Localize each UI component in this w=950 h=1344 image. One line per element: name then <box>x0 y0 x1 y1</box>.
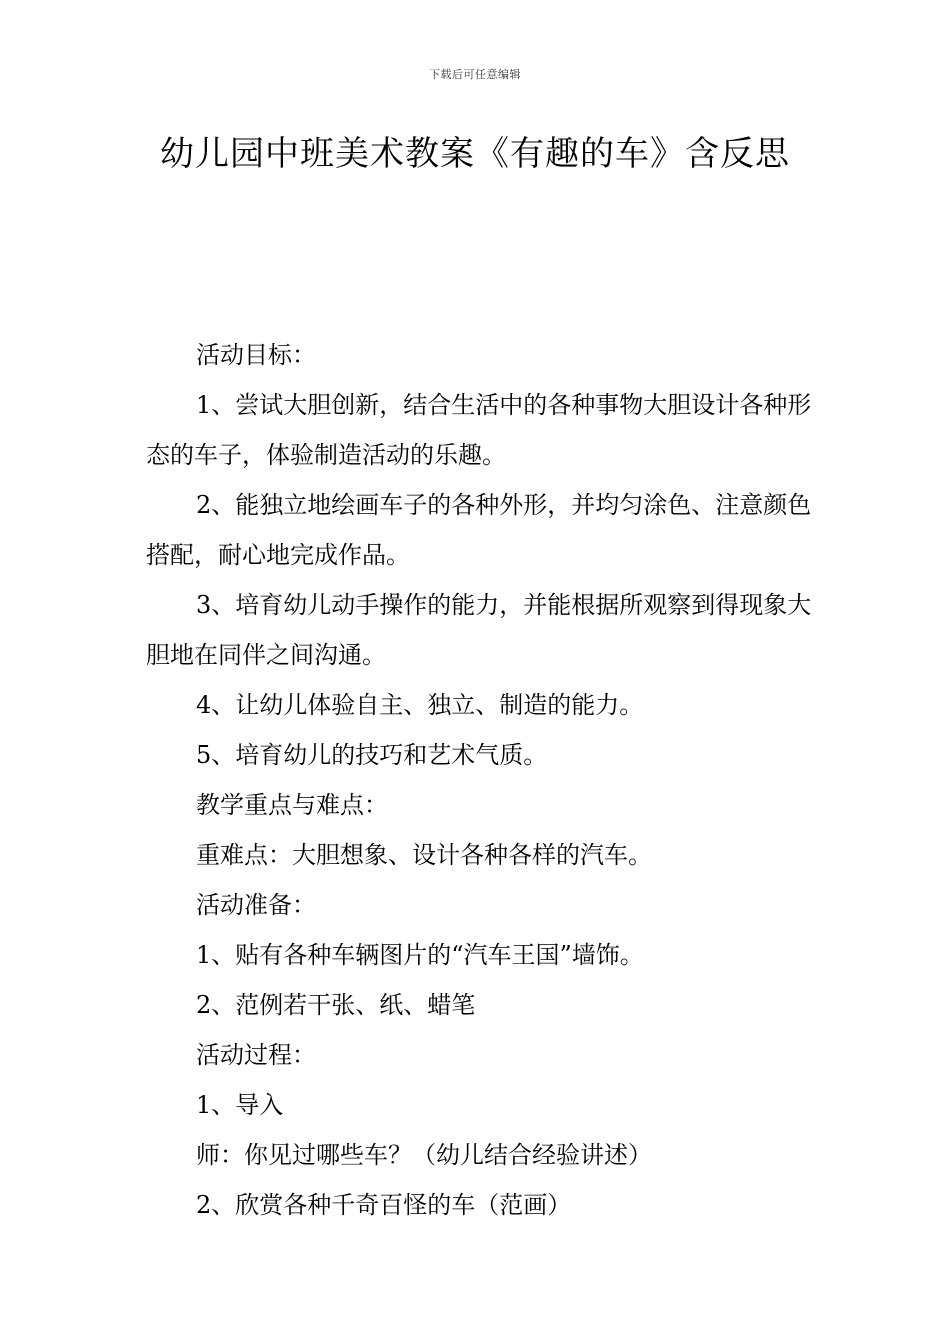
paragraph-process-question: 师：你见过哪些车？（幼儿结合经验讲述） <box>196 1141 652 1169</box>
paragraph-preparation-1: 1、贴有各种车辆图片的“汽车王国”墙饰。 <box>196 941 644 969</box>
paragraph-process-1: 1、导入 <box>196 1091 284 1119</box>
paragraph-preparation-2: 2、范例若干张、纸、蜡笔 <box>196 991 476 1019</box>
document-title: 幼儿园中班美术教案《有趣的车》含反思 <box>160 134 790 174</box>
paragraph-objective-4: 4、让幼儿体验自主、独立、制造的能力。 <box>196 691 644 719</box>
paragraph-objective-5: 5、培育幼儿的技巧和艺术气质。 <box>196 741 548 769</box>
paragraph-objective-2: 2、能独立地绘画车子的各种外形，并均匀涂色、注意颜色搭配，耐心地完成作品。 <box>146 491 812 569</box>
paragraph-heading-key-points: 教学重点与难点： <box>196 791 388 819</box>
paragraph-heading-objectives: 活动目标： <box>196 341 316 369</box>
header-note: 下载后可任意编辑 <box>429 68 521 81</box>
document-body <box>146 330 816 1230</box>
paragraph-key-point: 重难点：大胆想象、设计各种各样的汽车。 <box>196 841 652 869</box>
paragraph-process-2: 2、欣赏各种千奇百怪的车（范画） <box>196 1191 572 1219</box>
paragraph-objective-1: 1、尝试大胆创新，结合生活中的各种事物大胆设计各种形态的车子，体验制造活动的乐趣。 <box>146 391 812 469</box>
paragraph-heading-preparation: 活动准备： <box>196 891 316 919</box>
paragraph-heading-process: 活动过程： <box>196 1041 316 1069</box>
paragraph-objective-3: 3、培育幼儿动手操作的能力，并能根据所观察到得现象大胆地在同伴之间沟通。 <box>146 591 812 669</box>
